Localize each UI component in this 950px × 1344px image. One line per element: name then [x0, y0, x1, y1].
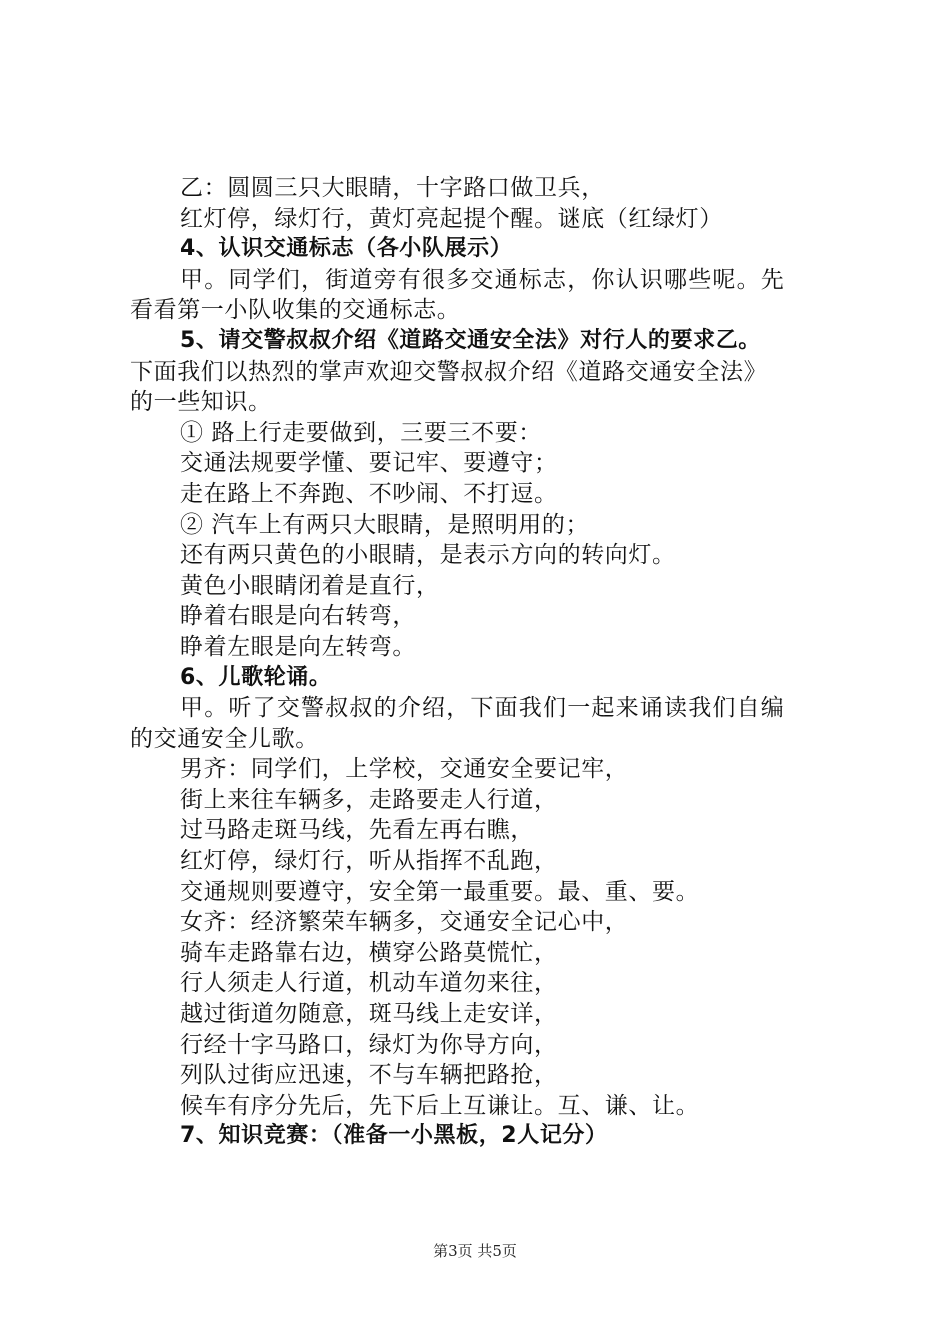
text-line: 甲。同学们，街道旁有很多交通标志，你认识哪些呢。先	[180, 266, 785, 293]
text-line: 看看第一小队收集的交通标志。	[130, 297, 461, 324]
text-line: 过马路走斑马线，先看左再右瞧，	[180, 817, 534, 844]
text-line: 乙：圆圆三只大眼睛，十字路口做卫兵，	[180, 175, 605, 201]
text-line: 睁着右眼是向右转弯，	[180, 603, 416, 630]
text-line: 越过街道勿随意，斑马线上走安详，	[180, 1001, 558, 1028]
text-line: 骑车走路靠右边，横穿公路莫慌忙，	[180, 939, 558, 966]
text-line: 下面我们以热烈的掌声欢迎交警叔叔介绍《道路交通安全法》	[130, 358, 768, 385]
text-line: 红灯停，绿灯行，听从指挥不乱跑，	[180, 848, 558, 875]
section-heading: 7、知识竞赛：（准备一小黑板，2人记分）	[180, 1123, 608, 1149]
page-footer	[0, 1240, 950, 1261]
text-line: 交通法规要学懂、要记牢、要遵守；	[180, 450, 558, 477]
text-line: 行经十字马路口，绿灯为你导方向，	[180, 1031, 558, 1058]
text-line: ② 汽车上有两只大眼睛，是照明用的；	[180, 511, 590, 538]
text-line: 甲。听了交警叔叔的介绍，下面我们一起来诵读我们自编	[180, 695, 785, 722]
text-line: 候车有序分先后，先下后上互谦让。互、谦、让。	[180, 1092, 700, 1119]
text-line: 行人须走人行道，机动车道勿来往，	[180, 970, 558, 997]
page-number-label: 第3页 共5页	[433, 1242, 517, 1260]
text-line: 列队过街应迅速，不与车辆把路抢，	[180, 1062, 558, 1089]
document-body	[0, 173, 950, 1152]
text-line: 黄色小眼睛闭着是直行，	[180, 572, 440, 599]
text-line: ① 路上行走要做到，三要三不要：	[180, 419, 542, 446]
section-heading: 5、请交警叔叔介绍《道路交通安全法》对行人的要求乙。	[180, 327, 761, 353]
text-line: 睁着左眼是向左转弯。	[180, 633, 416, 660]
text-line: 的交通安全儿歌。	[130, 725, 319, 752]
text-line: 街上来往车辆多，走路要走人行道，	[180, 786, 558, 813]
text-line: 走在路上不奔跑、不吵闹、不打逗。	[180, 480, 558, 507]
text-line: 的一些知识。	[130, 389, 272, 416]
section-heading: 6、儿歌轮诵。	[180, 664, 332, 690]
text-line: 女齐：经济繁荣车辆多，交通安全记心中，	[180, 909, 629, 936]
section-heading: 4、认识交通标志（各小队展示）	[180, 236, 513, 262]
text-line: 交通规则要遵守，安全第一最重要。最、重、要。	[180, 878, 700, 905]
text-line: 红灯停，绿灯行，黄灯亮起提个醒。谜底（红绿灯）	[180, 205, 723, 232]
text-line: 男齐：同学们，上学校，交通安全要记牢，	[180, 756, 629, 783]
text-line: 还有两只黄色的小眼睛，是表示方向的转向灯。	[180, 542, 676, 569]
